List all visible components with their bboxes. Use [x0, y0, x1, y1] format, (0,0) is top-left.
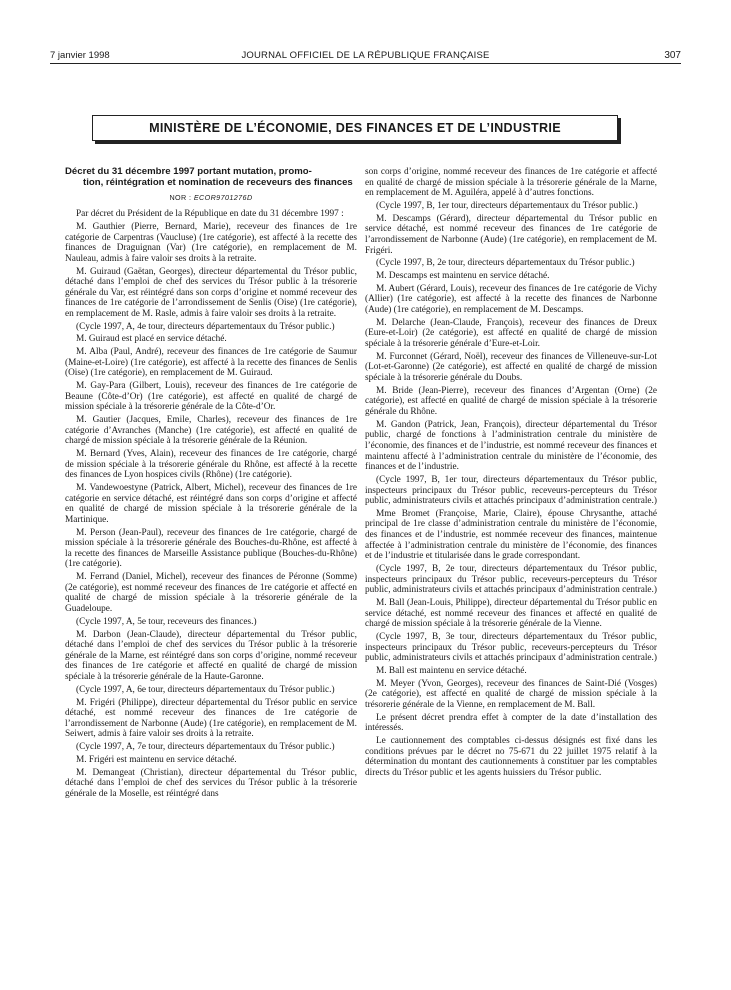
nor-code: ECOR9701276D [193, 192, 253, 202]
paragraph: (Cycle 1997, A, 6e tour, directeurs départementaux du Trésor public.) [76, 684, 335, 695]
paragraph: (Cycle 1997, B, 2e tour, directeurs départementaux du Trésor public, inspecteurs principaux du Trésor public, receveurs-percepteurs du Trésor public, administrateurs civils et attachés principaux d’administration centrale.) [365, 564, 657, 596]
paragraph: (Cycle 1997, A, 5e tour, receveurs des finances.) [76, 616, 257, 627]
paragraph: M. Ball est maintenu en service détaché. [376, 665, 527, 676]
paragraph: M. Descamps est maintenu en service détaché. [376, 271, 550, 282]
paragraph: (Cycle 1997, A, 7e tour, directeurs départementaux du Trésor public.) [76, 742, 335, 753]
paragraph: Par décret du Président de la République en date du 31 décembre 1997 : [76, 209, 344, 220]
paragraph: M. Gandon (Patrick, Jean, François), directeur départemental du Trésor public, chargé de fonctions à l’administration centrale du ministère de l’économie, des finances et de l’industrie, est nommé receveur des finances et maintenu affecté à l’administration centrale du ministère de l’économie, des finances et de l’industrie. [365, 419, 657, 473]
paragraph: M. Ball (Jean-Louis, Philippe), directeur départemental du Trésor public en service détaché, est nommé receveur des finances et affecté en qualité de chargé de mission spéciale à la trésorerie générale de la Vienne. [365, 598, 657, 630]
paragraph: M. Frigéri (Philippe), directeur départemental du Trésor public en service détaché, est nommé receveur des finances de 1re catégorie de l’arrondissement de Narbonne (Aude) (1re catégorie), en remplacement de M. Seiwert, admis à faire valoir ses droits à la retraite. [65, 697, 357, 740]
page-number: 307 [664, 50, 681, 61]
nor-reference [65, 193, 357, 204]
paragraph: M. Descamps (Gérard), directeur départemental du Trésor public en service détaché, est nommé receveur des finances de 1re catégorie de l’arrondissement de Narbonne (Aude) (1re catégorie), en remplacement de M. Frigéri. [365, 213, 657, 256]
header-date: 7 janvier 1998 [50, 50, 110, 61]
paragraph: M. Delarche (Jean-Claude, François), receveur des finances de Dreux (Eure-et-Loir) (2e catégorie), est affecté en qualité de chargé de mission spéciale à la trésorerie générale d’Eure-et-Loir. [365, 317, 657, 350]
paragraph: M. Demangeat (Christian), directeur départemental du Trésor public, détaché dans l’emploi de chef des services du Trésor public à la trésorerie générale de la Moselle, est réintégré dans [65, 767, 357, 799]
paragraph: M. Furconnet (Gérard, Noël), receveur des finances de Villeneuve-sur-Lot (Lot-et-Garonne) (2e catégorie), est affecté en qualité de chargé de mission spéciale à la trésorerie générale du Doubs. [365, 351, 657, 383]
header-rule [50, 63, 681, 64]
paragraph: (Cycle 1997, B, 1er tour, directeurs départementaux du Trésor public, inspecteurs principaux du Trésor public, receveurs-percepteurs du Trésor public, administrateurs civils et attachés principaux d’administration centrale.) [365, 474, 657, 507]
decree-title [65, 167, 357, 189]
paragraph: (Cycle 1997, B, 3e tour, directeurs départementaux du Trésor public, inspecteurs principaux du Trésor public, receveurs-percepteurs du Trésor public, administrateurs civils et attachés principaux d’administration centrale.) [365, 631, 657, 664]
header-journal-title: JOURNAL OFFICIEL DE LA RÉPUBLIQUE FRANÇAISE [241, 50, 490, 61]
paragraph: M. Bernard (Yves, Alain), receveur des finances de 1re catégorie, chargé de mission spéciale à la trésorerie générale du Rhône, est affecté à la recette des finances de Lyon hospices civils (Rhône) (1re catégorie). [65, 449, 357, 481]
paragraph: M. Gautier (Jacques, Emile, Charles), receveur des finances de 1re catégorie d’Avranches (Manche) (1re catégorie), est affecté en qualité de chargé de mission spéciale à la trésorerie générale de la Réunion. [65, 415, 357, 447]
left-column [65, 167, 357, 802]
paragraph: M. Gay-Para (Gilbert, Louis), receveur des finances de 1re catégorie de Beaune (Côte-d’Or) (1re catégorie), est affecté en qualité de chargé de mission spéciale à la trésorerie générale de la Côte-d’Or. [65, 381, 357, 413]
paragraph: son corps d’origine, nommé receveur des finances de 1re catégorie et affecté en qualité de chargé de mission spéciale à la trésorerie générale de la Marne, en remplacement de M. Aguiléra, appelé à d’autres fonctions. [365, 167, 657, 199]
decree-title-line1: Décret du 31 décembre 1997 portant mutation, promo- [65, 166, 312, 177]
paragraph: (Cycle 1997, A, 4e tour, directeurs départementaux du Trésor public.) [76, 321, 335, 332]
paragraph: M. Aubert (Gérard, Louis), receveur des finances de 1re catégorie de Vichy (Allier) (1re catégorie), est affecté à la recette des finances de Narbonne (Aude) (1re catégorie), en remplacement de M. Descamps. [365, 283, 657, 316]
paragraph: M. Vandewoestyne (Patrick, Albert, Michel), receveur des finances de 1re catégorie en service détaché, est réintégré dans son corps d’origine et affecté en qualité de chargé de mission spéciale à la trésorerie générale de la Martinique. [65, 483, 357, 525]
paragraph: M. Bride (Jean-Pierre), receveur des finances d’Argentan (Orne) (2e catégorie), est affecté en qualité de chargé de mission spéciale à la trésorerie générale du Rhône. [365, 385, 657, 417]
paragraph: M. Alba (Paul, André), receveur des finances de 1re catégorie de Saumur (Maine-et-Loire) (1re catégorie), est affecté à la recette des finances de Senlis (Oise) (1re catégorie), en remplacement de M. Guiraud. [65, 347, 357, 379]
ministry-banner: MINISTÈRE DE L’ÉCONOMIE, DES FINANCES ET DE L’INDUSTRIE [92, 115, 618, 141]
decree-title-line2: tion, réintégration et nomination de receveurs des finances [83, 176, 353, 188]
paragraph: M. Person (Jean-Paul), receveur des finances de 1re catégorie, chargé de mission spéciale à la trésorerie générale des Bouches-du-Rhône, est affecté à la recette des finances de Marseille Assistance publique (Bouches-du-Rhône) (1re catégorie). [65, 527, 357, 570]
paragraph: (Cycle 1997, B, 2e tour, directeurs départementaux du Trésor public.) [376, 258, 635, 269]
nor-label: NOR : [169, 192, 192, 202]
paragraph: (Cycle 1997, B, 1er tour, directeurs départementaux du Trésor public.) [376, 200, 638, 211]
paragraph: M. Meyer (Yvon, Georges), receveur des finances de Saint-Dié (Vosges) (2e catégorie), est affecté en qualité de chargé de mission spéciale à la trésorerie générale de la Vienne, en remplacement de M. Ball. [365, 678, 657, 710]
paragraph: M. Ferrand (Daniel, Michel), receveur des finances de Péronne (Somme) (2e catégorie), est nommé receveur des finances de 1re catégorie et affecté en qualité de chargé de mission spéciale à la trésorerie générale de la Guadeloupe. [65, 572, 357, 615]
paragraph: M. Gauthier (Pierre, Bernard, Marie), receveur des finances de 1re catégorie de Carpentras (Vaucluse) (1re catégorie), est affecté à la recette des finances de Draguignan (Var) (1re catégorie), en remplacement de M. Nauleau, admis à faire valoir ses droits à la retraite. [65, 221, 357, 264]
paragraph: Le cautionnement des comptables ci-dessus désignés est fixé dans les conditions prévues par le décret no 75-671 du 22 juillet 1975 relatif à la détermination du montant des cautionnements à constituer par les comptables directs du Trésor public et les agents huissiers du Trésor public. [365, 736, 657, 778]
paragraph: M. Guiraud (Gaëtan, Georges), directeur départemental du Trésor public, détaché dans l’emploi de chef des services du Trésor public à la trésorerie générale du Var, est réintégré dans son corps d’origine et nommé receveur des finances de 1re catégorie de l’arrondissement de Senlis (Oise) (1re catégorie), en remplacement de M. Rasle, admis à faire valoir ses droits à la retraite. [65, 266, 357, 319]
paragraph: Mme Bromet (Françoise, Marie, Claire), épouse Chrysanthe, attaché principal de 1re classe d’administration centrale du ministère de l’économie, des finances et de l’industrie, est nommée receveur des finances, maintenue affectée à l’administration centrale du ministère de l’économie, des finances et de l’industrie et titularisée dans le grade correspondant. [365, 508, 657, 562]
paragraph: M. Frigéri est maintenu en service détaché. [76, 754, 237, 765]
paragraph: M. Guiraud est placé en service détaché. [76, 334, 227, 345]
right-column [365, 167, 657, 781]
paragraph: M. Darbon (Jean-Claude), directeur départemental du Trésor public, détaché dans l’emploi de chef des services du Trésor public à la trésorerie générale de la Marne, est réintégré dans son corps d’origine, nommé receveur des finances de 1re catégorie et affecté en qualité de chargé de mission spéciale à la trésorerie générale de la Haute-Garonne. [65, 629, 357, 682]
paragraph: Le présent décret prendra effet à compter de la date d’installation des intéressés. [365, 712, 657, 734]
